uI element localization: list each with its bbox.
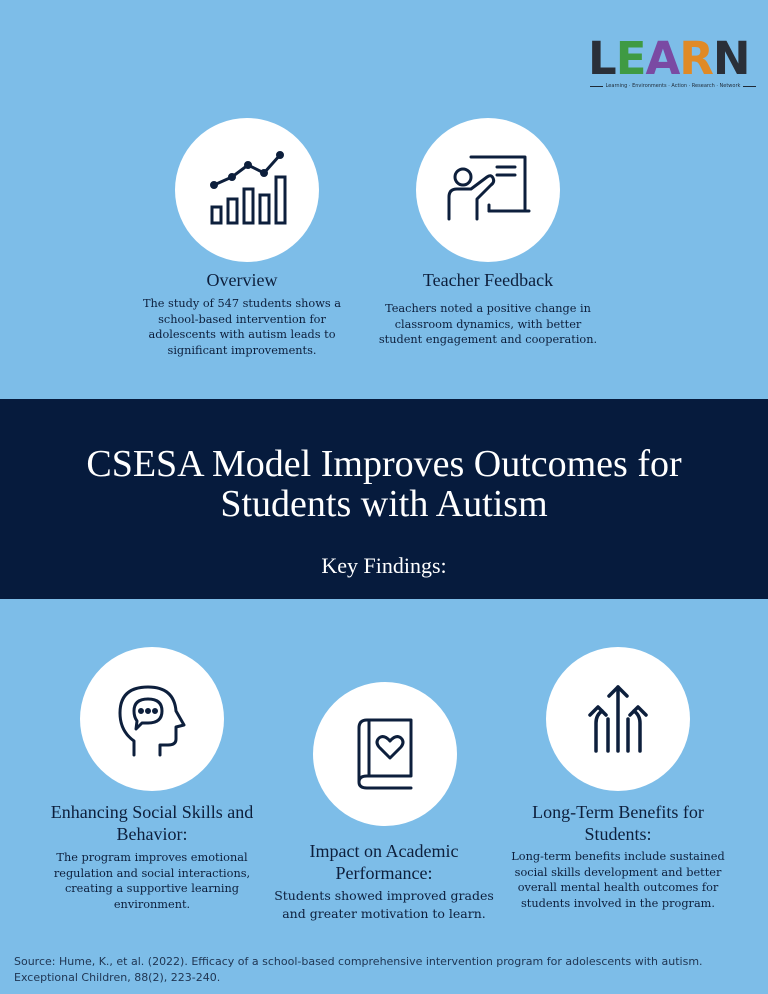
academic-icon-circle — [313, 682, 457, 826]
teacher-feedback-heading: Teacher Feedback — [422, 270, 554, 290]
social-body — [42, 850, 262, 912]
social-body-line: The program improves emotional — [56, 851, 248, 864]
longterm-body-line: Long-term benefits include sustained — [511, 850, 725, 863]
academic-body-line: and greater motivation to learn. — [282, 906, 486, 921]
longterm-body-line: social skills development and better — [514, 865, 722, 879]
overview-body-line: significant improvements. — [167, 343, 317, 357]
longterm-body-line: students involved in the program. — [521, 896, 715, 910]
academic-heading — [282, 840, 486, 884]
logo-letter-r: R — [679, 32, 713, 85]
longterm-heading-line: Long-Term Benefits for — [532, 802, 704, 822]
head-speech-bubble-icon — [112, 679, 192, 759]
teacher-icon-circle — [416, 118, 560, 262]
social-body-line: regulation and social interactions, — [53, 866, 251, 880]
longterm-heading-line: Students: — [584, 824, 652, 844]
overview-heading: Overview — [206, 270, 278, 290]
logo-letter-e: E — [615, 32, 646, 85]
social-body-line: environment. — [113, 897, 191, 911]
key-findings-subtitle: Key Findings: — [321, 553, 447, 578]
longterm-body-line: overall mental health outcomes for — [517, 881, 719, 894]
overview-body — [132, 296, 352, 358]
social-body-line: creating a supportive learning — [64, 882, 240, 895]
longterm-body — [498, 849, 738, 911]
longterm-heading — [496, 801, 740, 845]
social-icon-circle — [80, 647, 224, 791]
social-heading — [30, 801, 274, 845]
page-title-line: CSESA Model Improves Outcomes for — [86, 443, 682, 485]
growth-arrows-icon — [578, 679, 658, 759]
logo-letter-l: L — [588, 32, 616, 85]
logo-tagline — [590, 83, 756, 89]
social-heading-line: Behavior: — [116, 824, 188, 844]
academic-body — [264, 887, 504, 923]
teacher-body-line: classroom dynamics, with better — [394, 317, 582, 331]
teacher-presentation-icon — [445, 147, 531, 233]
page-title-line: Students with Autism — [220, 483, 548, 525]
overview-body-line: The study of 547 students shows a — [142, 297, 342, 310]
longterm-icon-circle — [546, 647, 690, 791]
teacher-body-line: Teachers noted a positive change in — [385, 302, 591, 315]
academic-body-line: Students showed improved grades — [274, 888, 494, 903]
source-citation: Source: Hume, K., et al. (2022). Efficacy of a school-based comprehensive intervention program for adolescents with autism. Exceptional Children, 88(2), 223-240. — [14, 955, 703, 984]
overview-icon-circle — [175, 118, 319, 262]
learn-logo — [588, 32, 750, 85]
book-heart-icon — [345, 714, 425, 794]
logo-tagline-text: Learning · Environments · Action · Research · Network — [605, 83, 741, 89]
page-title — [0, 444, 768, 524]
logo-letter-a: A — [645, 32, 680, 85]
teacher-body-line: student engagement and cooperation. — [378, 333, 598, 346]
teacher-feedback-body — [368, 301, 608, 348]
academic-heading-line: Impact on Academic — [309, 841, 459, 861]
bar-chart-trend-icon — [204, 147, 290, 233]
overview-body-line: school-based intervention for — [158, 312, 326, 326]
academic-heading-line: Performance: — [335, 863, 433, 883]
social-heading-line: Enhancing Social Skills and — [50, 802, 254, 822]
overview-body-line: adolescents with autism leads to — [148, 328, 336, 341]
logo-letter-n: N — [712, 32, 750, 85]
